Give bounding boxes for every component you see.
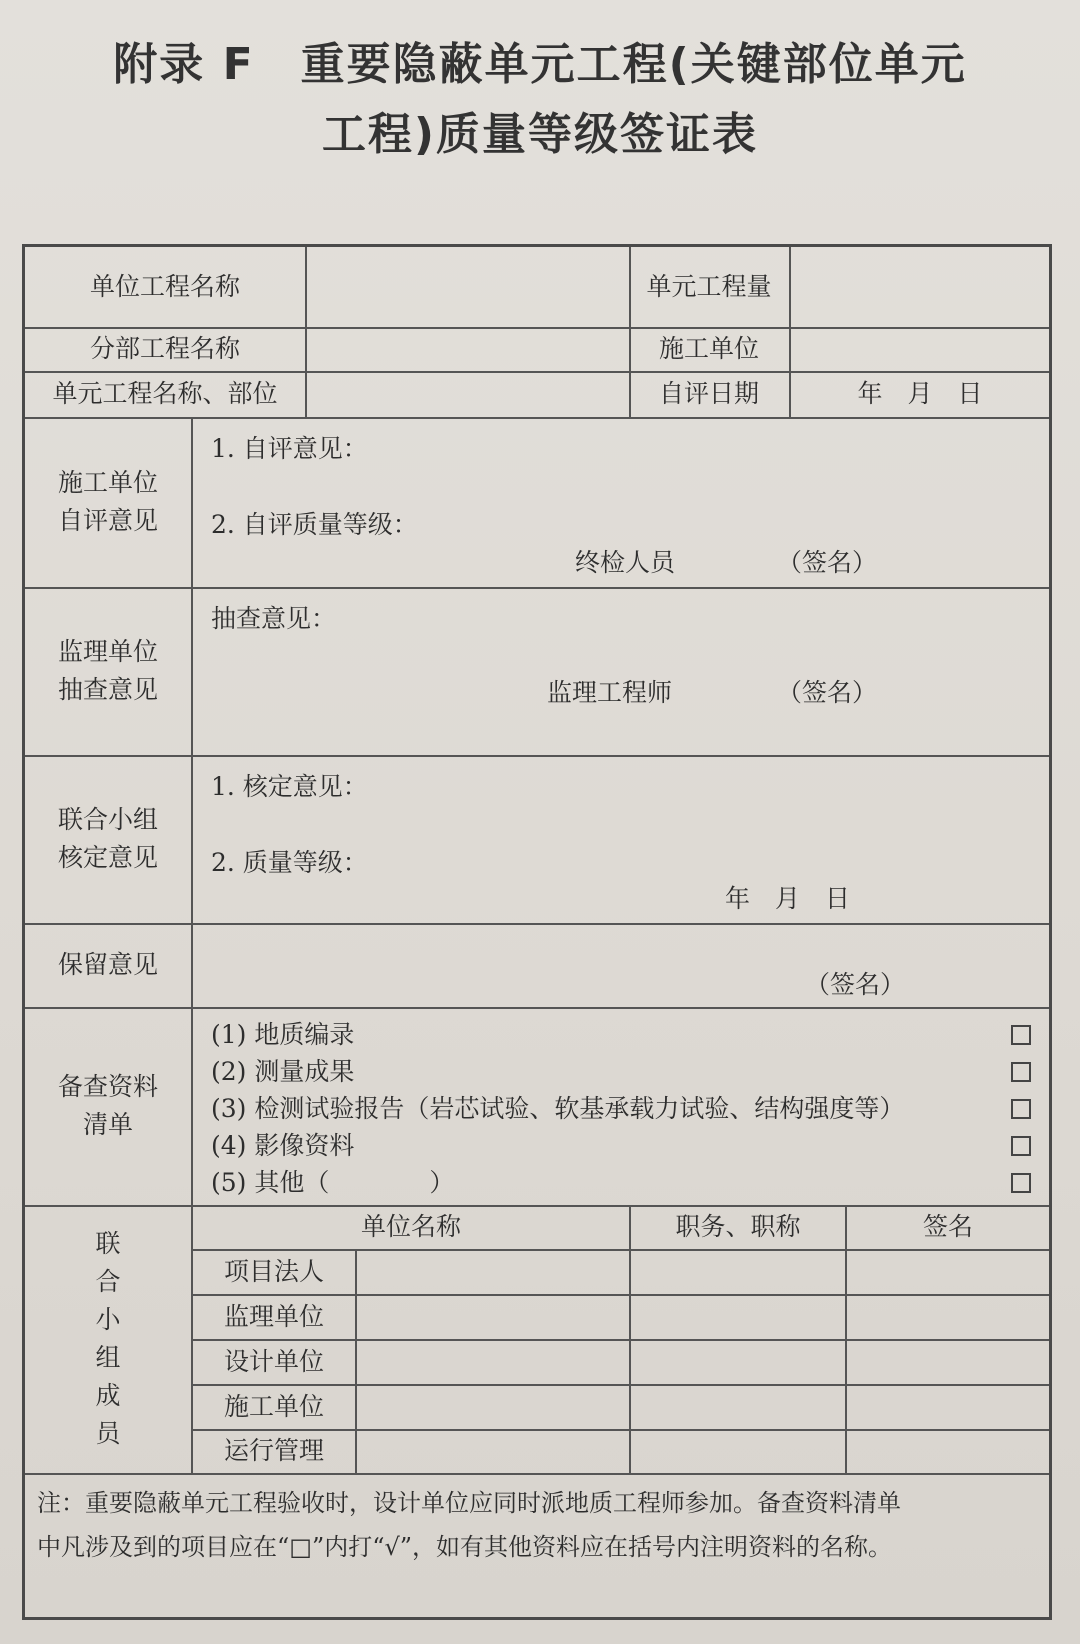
document-title: [0, 30, 1080, 170]
verification-date[interactable]: 年 月 日: [725, 884, 851, 913]
note-line-2: 中凡涉及到的项目应在“□”内打“√”，如有其他资料应在括号内注明资料的名称。: [37, 1533, 893, 1561]
unit-quantity-field[interactable]: [791, 247, 1049, 327]
element-name-location-label: 单元工程名称、部位: [52, 379, 278, 408]
construction-unit-label: 施工单位: [658, 334, 759, 363]
inspector-signature[interactable]: （签名）: [777, 548, 878, 577]
checklist-item: (5) 其他（ ）: [211, 1168, 455, 1197]
divider: [355, 1249, 357, 1473]
checklist-item: (1) 地质编录: [211, 1020, 355, 1049]
quality-form-table: [22, 244, 1052, 1620]
self-eval-date-label: 自评日期: [658, 379, 759, 408]
label-char: 小: [95, 1305, 121, 1334]
supervision-check-label: [25, 587, 191, 755]
label-line: 抽查意见: [57, 675, 158, 704]
header-signature: 签名: [922, 1212, 973, 1241]
checkbox-geological-log[interactable]: [1011, 1025, 1031, 1045]
member-row-label: 项目法人: [223, 1256, 324, 1286]
divider: [25, 1473, 1049, 1475]
label-line: 清单: [82, 1110, 133, 1139]
supervising-engineer-label: 监理工程师: [547, 678, 673, 707]
unit-project-name-field[interactable]: [307, 247, 627, 327]
checkbox-image-materials[interactable]: [1011, 1136, 1031, 1156]
checklist-item: (4) 影像资料: [211, 1131, 355, 1160]
label-line: 监理单位: [57, 637, 158, 666]
member-row-label: 设计单位: [223, 1346, 324, 1376]
construction-unit-field[interactable]: [791, 327, 1049, 371]
title-line-2: 工程)质量等级签证表: [321, 109, 759, 160]
engineer-signature[interactable]: （签名）: [777, 678, 878, 707]
label-line: 施工单位: [57, 468, 158, 497]
note-line-1: 注：重要隐蔽单元工程验收时，设计单位应同时派地质工程师参加。备查资料清单: [37, 1489, 901, 1517]
label-line: 联合小组: [57, 805, 158, 834]
member-row-label: 施工单位: [223, 1391, 324, 1421]
member-row-label: 监理单位: [223, 1301, 324, 1331]
division-project-name-field[interactable]: [307, 327, 627, 371]
element-name-location-field[interactable]: [307, 371, 627, 417]
checkbox-test-report[interactable]: [1011, 1099, 1031, 1119]
unit-quantity-label: 单元工程量: [646, 272, 772, 301]
checkbox-other[interactable]: [1011, 1173, 1031, 1193]
division-project-name-label: 分部工程名称: [89, 334, 240, 363]
construction-self-eval-label: [25, 417, 191, 587]
unit-project-name-label: 单位工程名称: [89, 272, 240, 301]
quality-grade-item: 2. 质量等级：: [211, 848, 368, 877]
label-line: 自评意见: [57, 506, 158, 535]
checkbox-survey-results[interactable]: [1011, 1062, 1031, 1082]
label-char: 联: [95, 1229, 121, 1258]
verification-opinion-item: 1. 核定意见：: [211, 772, 368, 801]
label-char: 成: [95, 1381, 121, 1410]
label-line: 备查资料: [57, 1072, 158, 1101]
final-inspector-label: 终检人员: [575, 548, 676, 577]
label-char: 组: [95, 1343, 121, 1372]
title-line-1: 附录 F 重要隐蔽单元工程(关键部位单元: [113, 39, 967, 90]
reserved-opinion-label: 保留意见: [57, 950, 158, 979]
self-eval-date-field[interactable]: 年 月 日: [857, 379, 983, 408]
joint-verification-label: [25, 755, 191, 923]
label-char: 员: [95, 1419, 121, 1448]
joint-members-label: [25, 1205, 191, 1473]
header-position-title: 职务、职称: [675, 1212, 801, 1241]
self-quality-grade-item: 2. 自评质量等级：: [211, 510, 418, 539]
header-unit-name: 单位名称: [360, 1212, 461, 1241]
checklist-item: (3) 检测试验报告（岩芯试验、软基承载力试验、结构强度等）: [211, 1094, 905, 1123]
label-line: 核定意见: [57, 843, 158, 872]
spot-check-opinion: 抽查意见：: [211, 604, 337, 633]
reserved-signature[interactable]: （签名）: [805, 970, 906, 999]
label-char: 合: [95, 1267, 121, 1296]
reference-list-label: [25, 1007, 191, 1205]
checklist-item: (2) 测量成果: [211, 1057, 355, 1086]
member-row-label: 运行管理: [223, 1436, 324, 1465]
self-opinion-item: 1. 自评意见：: [211, 434, 368, 463]
